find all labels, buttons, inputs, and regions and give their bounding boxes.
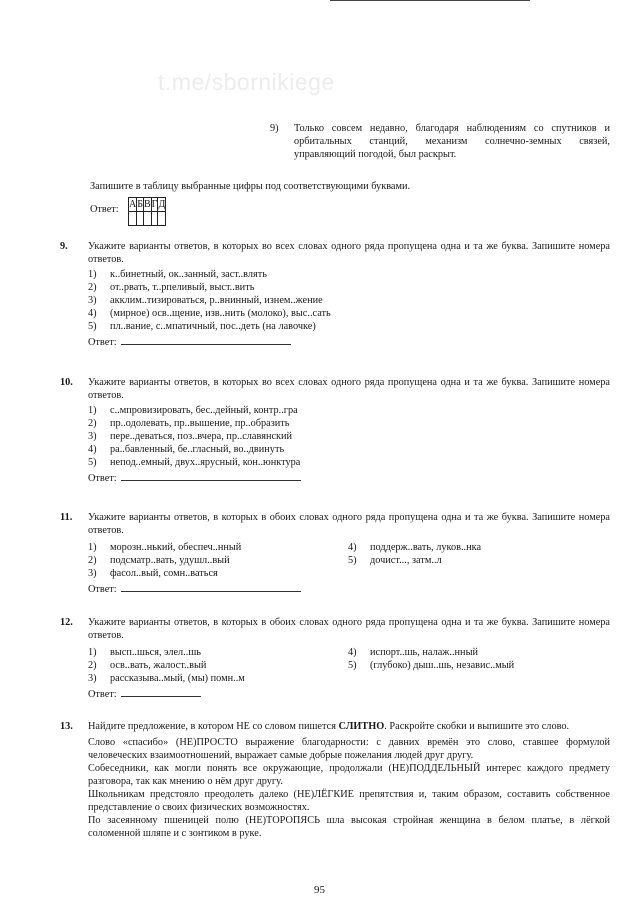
table-header-g: Г [151,199,158,210]
answer-cell-v[interactable] [143,212,151,226]
option-list-right [348,541,608,580]
option-item: 5) пл..вание, с..мпатичный, пос..деть (на лавочке) [88,321,316,332]
answer-label: Ответ: [88,473,117,484]
option-list-left [88,646,348,685]
option-item: 5) (глубоко) дыш..шь, независ..мый [348,660,515,671]
answer-line [88,687,610,701]
answer-line [88,471,610,485]
question-11 [60,511,610,596]
question-number: 10. [60,377,73,388]
option-list [88,268,610,333]
item-text: Только совсем недавно, благодаря наблюдениям со спутников и орбитальных станций, механизм солнечно-земных связей, управляющий погодой, был раскрыт. [294,123,610,160]
option-item: 1) морозн..нький, обеспеч..нный [88,542,242,553]
option-item: 3) рассказыва..мый, (мы) помн..м [88,673,245,684]
question-text: Найдите предложение, в котором НЕ со словом пишется СЛИТНО. Раскройте скобки и выпишите это слово. [88,721,570,732]
question-9 [60,240,610,349]
answer-cell-a[interactable] [129,212,137,226]
option-item: 1) высп..шься, элел..шь [88,647,201,658]
question-10 [60,376,610,485]
option-item: 5) дочист..., затм..л [348,555,442,566]
table-header-b: Б [137,199,143,210]
sentence-3: Школьникам предстояло преодолеть далеко (НЕ)ЛЁГКИЕ препятствия и, таким образом, составить собственное представление о своих физических возможностях. [88,789,610,813]
option-item: 4) испорт..шь, налаж..нный [348,647,478,658]
option-item: 1) с..мпровизировать, бес..дейный, контр..гра [88,405,298,416]
option-list-right [348,646,608,685]
option-item: 3) пере..деваться, поз..вчера, пр..славянский [88,431,293,442]
option-list-left [88,541,348,580]
option-item: 2) пр..одолевать, пр..вышение, пр..образить [88,418,290,429]
question-text: Укажите варианты ответов, в которых в обоих словах одного ряда пропущена одна и та же буква. Запишите номера ответов. [88,617,610,641]
answer-label: Ответ: [88,584,117,595]
answer-cell-b[interactable] [137,212,144,226]
answer-label: Ответ: [90,204,119,215]
option-list [88,404,610,469]
table-header-a: А [129,199,137,210]
question-number: 11. [60,512,73,523]
answer-label: Ответ: [88,337,117,348]
question-13 [60,720,610,840]
option-item: 4) поддерж..вать, луков..нка [348,542,482,553]
answer-label: Ответ: [88,689,117,700]
table-header-v: В [143,199,151,210]
table-header-d: Д [158,199,166,210]
option-item: 2) от..рвать, т..рпеливый, выст..вить [88,282,255,293]
answer-line [88,582,610,596]
sentence-4: По засеянному пшеницей полю (НЕ)ТОРОПЯСЬ шла высокая стройная женщина в белом платье, в лёгкой соломенной шляпе и с зонтиком в руке. [88,815,610,839]
option-item: 4) ра..бавленный, бе..гласный, во..двинуть [88,444,285,455]
answer-field[interactable] [121,335,291,345]
question-number: 12. [60,617,73,628]
option-item: 4) (мирное) осв..щение, изв..нить (молоко), выс..сать [88,308,331,319]
answer-table [128,197,166,226]
page-number: 95 [314,884,325,896]
sentence-2: Собеседники, как могли понять все окружающие, продолжали (НЕ)ПОДДЕЛЬНЫЙ интерес каждого предмету разговора, так как мнению о нём друг другу. [88,763,610,787]
option-item: 3) фасол..вый, сомн..ваться [88,568,218,579]
answer-field[interactable] [121,471,301,481]
item-nine-statement [270,122,610,161]
table-instruction: Запишите в таблицу выбранные цифры под соответствующими буквами. [90,181,411,192]
question-number: 13. [60,721,73,732]
watermark: t.me/sbornikiege [158,69,335,95]
question-number: 9. [60,241,68,252]
option-item: 2) осв..вать, жалост..вый [88,660,207,671]
question-text: Укажите варианты ответов, в которых во всех словах одного ряда пропущена одна и та же буква. Запишите номера ответов. [88,241,610,265]
option-item: 2) подсматр..вать, удушл..вый [88,555,230,566]
answer-cell-d[interactable] [158,212,166,226]
option-item: 1) к..бинетный, ок..занный, заст..влять [88,269,267,280]
question-text: Укажите варианты ответов, в которых во всех словах одного ряда пропущена одна и та же буква. Запишите номера ответов. [88,377,610,401]
item-number: 9) [270,123,279,134]
sentence-1: Слово «спасибо» (НЕ)ПРОСТО выражение благодарности: с давних времён это слово, ставшее формулой человеческих взаимоотношений, выражает самые добрые пожелания людей друг другу. [88,737,610,761]
answer-field[interactable] [121,582,301,592]
answer-cell-g[interactable] [151,212,158,226]
answer-field[interactable] [121,687,201,697]
option-item: 5) непод..емный, двух..ярусный, кон..юнктура [88,457,301,468]
question-text: Укажите варианты ответов, в которых в обоих словах одного ряда пропущена одна и та же буква. Запишите номера ответов. [88,512,610,536]
question-12 [60,616,610,701]
option-item: 3) акклим..тизироваться, р..внинный, изнем..жение [88,295,323,306]
answer-line [88,335,610,349]
top-rule [330,0,530,1]
